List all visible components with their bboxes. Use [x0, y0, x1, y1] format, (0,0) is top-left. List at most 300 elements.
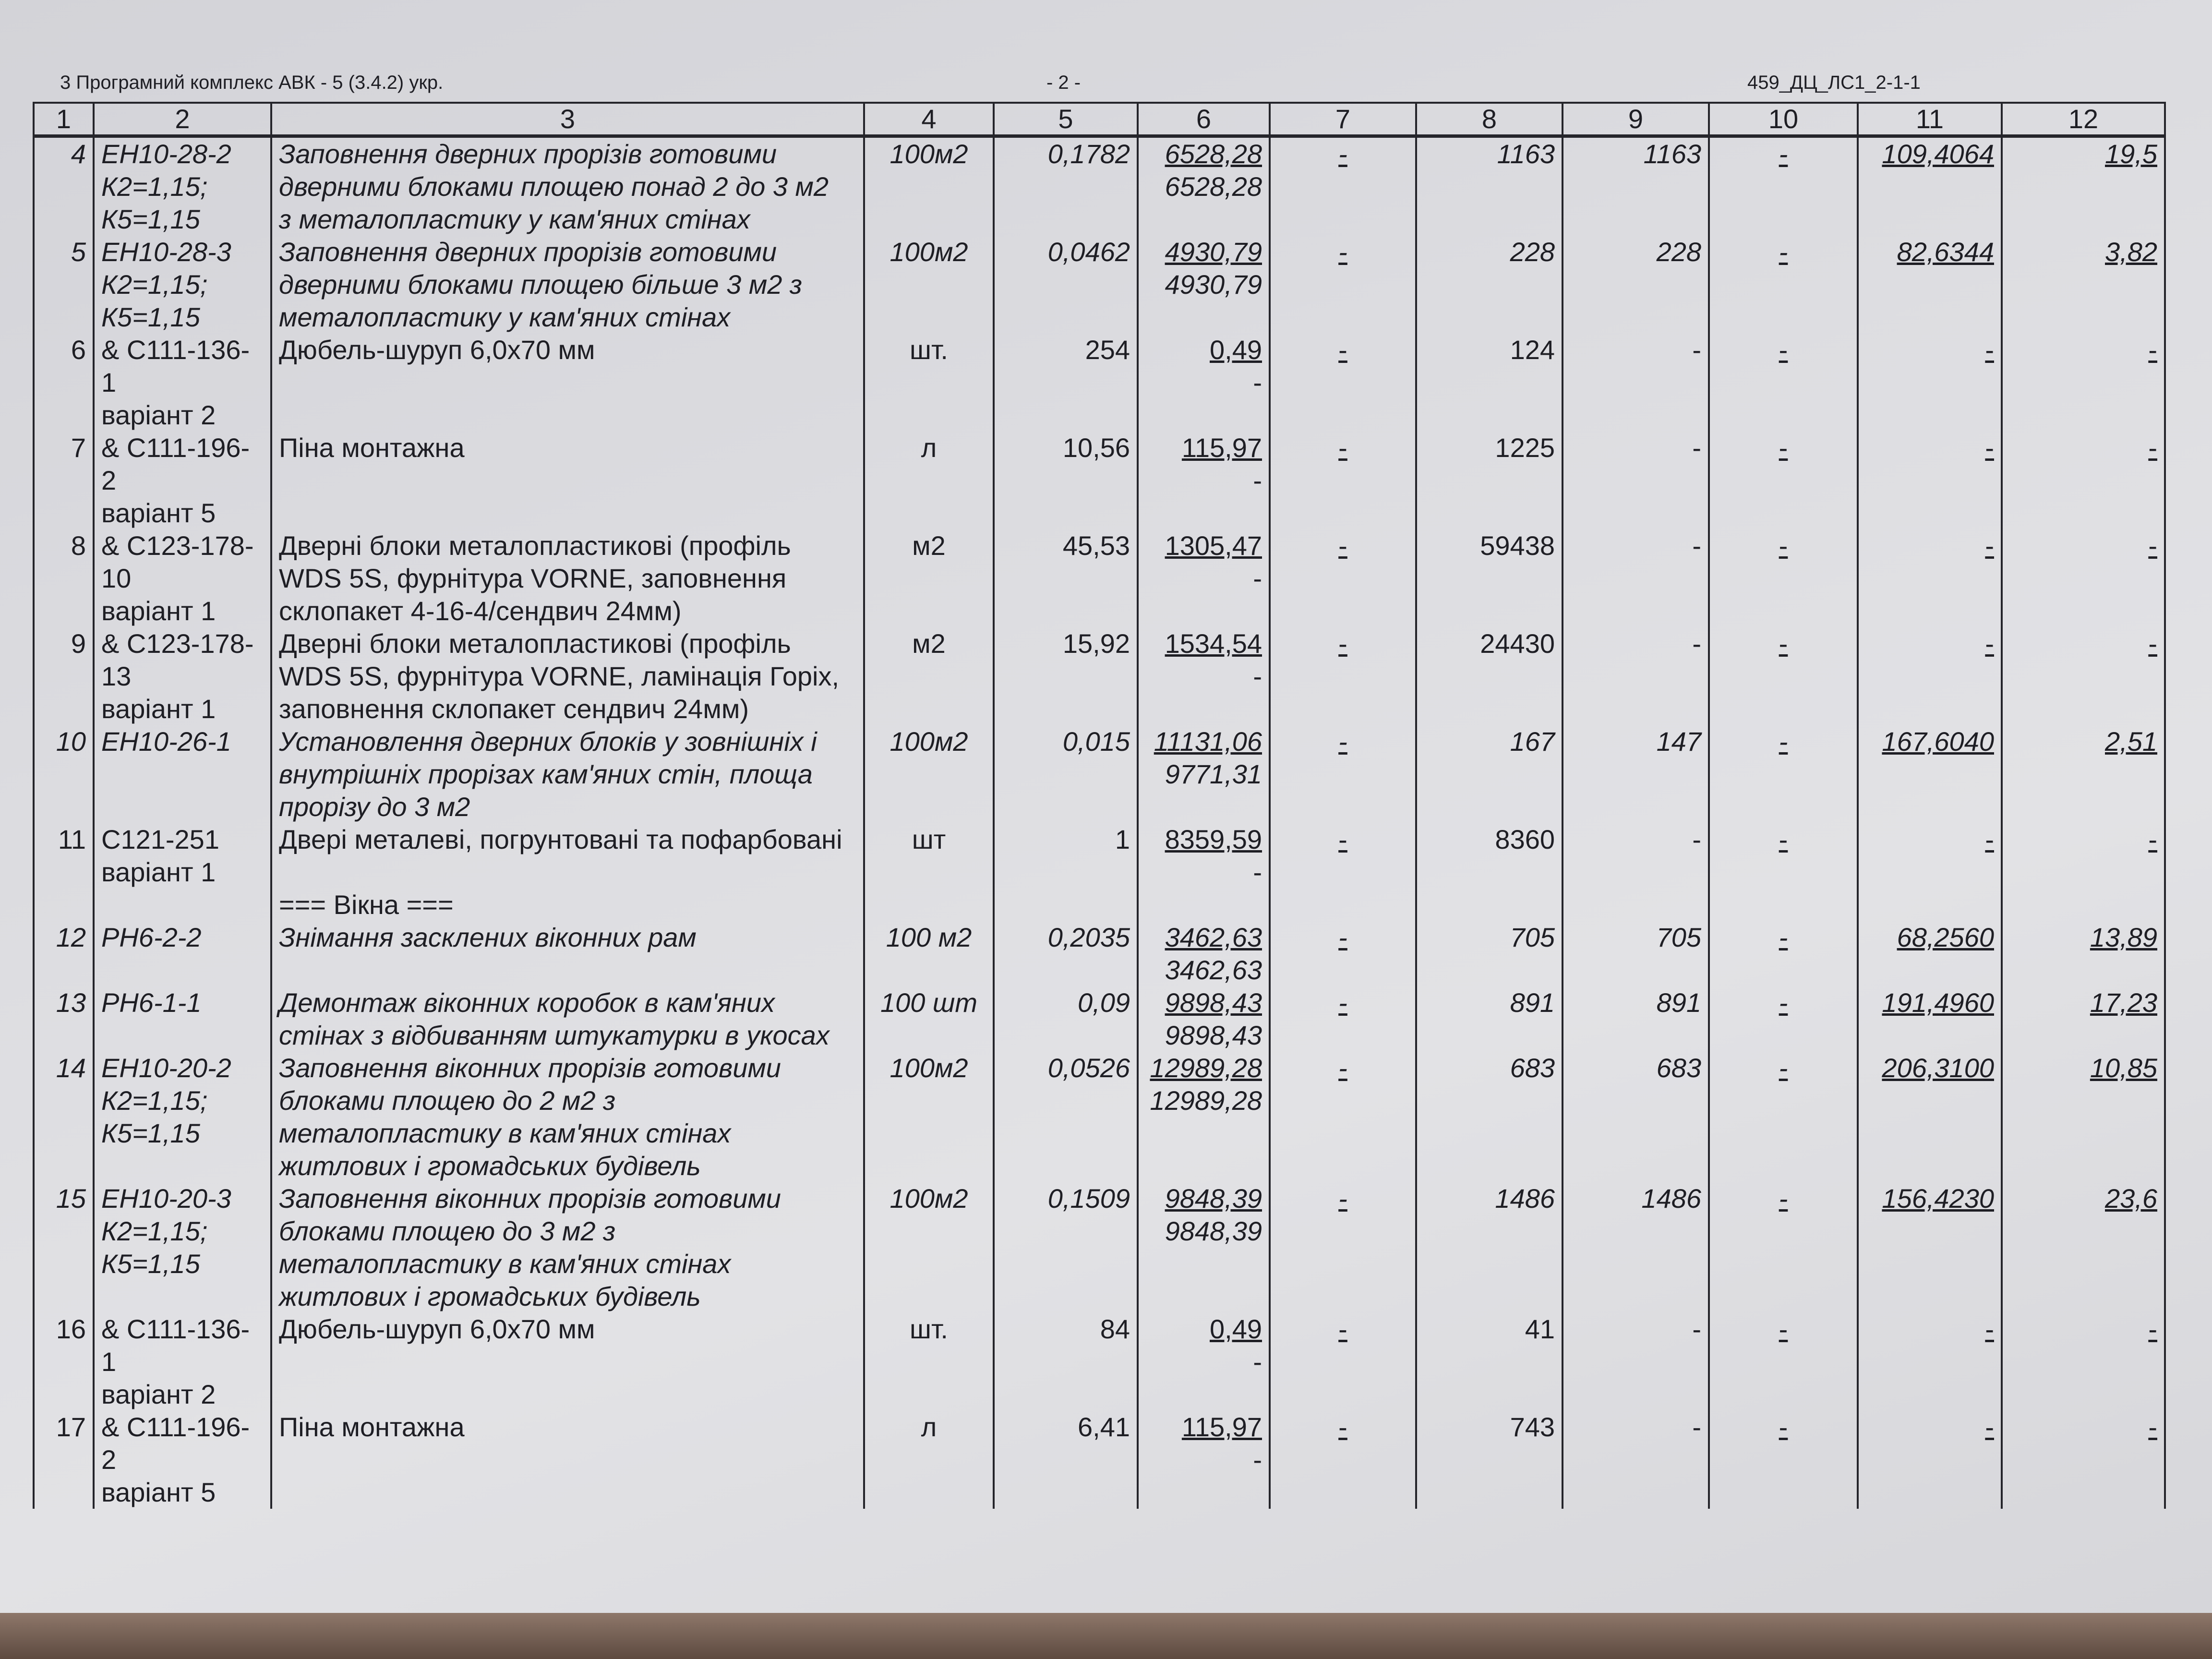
unit-price-total: 4930,79 [1165, 237, 1262, 267]
unit-price-cell [1138, 725, 1270, 823]
labor-hours-cell [1858, 627, 2002, 725]
labor-total-cell [2002, 1052, 2165, 1182]
empty-cell [864, 889, 994, 921]
resource-code-cell [94, 1182, 271, 1313]
column-10-value: - [1779, 922, 1788, 952]
work-description-line: Заповнення дверних прорізів готовими [279, 139, 777, 169]
column-10-cell [1709, 725, 1858, 823]
page-header-program: 3 Програмний комплекс АВК - 5 (3.4.2) укр. [60, 72, 444, 93]
table-row [34, 334, 2165, 432]
resource-code-line: К5=1,15 [101, 1249, 200, 1279]
wages-cost-cell: 683 [1563, 1052, 1709, 1182]
unit-price-cell [1138, 921, 1270, 986]
work-description-line: заповнення склопакет сендвич 24мм) [279, 694, 749, 724]
section-heading: === Вікна === [271, 889, 864, 921]
wages-cost-cell: - [1563, 529, 1709, 627]
column-7-value: - [1338, 237, 1347, 267]
resource-code-line: К2=1,15; [101, 1216, 208, 1246]
unit-cell: 100м2 [864, 1052, 994, 1182]
quantity-cell: 0,0462 [994, 236, 1138, 334]
column-header: 4 [864, 103, 994, 136]
document-code: 459_ДЦ_ЛС1_2-1-1 [1747, 72, 1921, 93]
column-10-value: - [1779, 987, 1788, 1018]
column-7-cell [1270, 529, 1416, 627]
work-description-line: WDS 5S, фурнітура VORNE, ламінація Горіх, [279, 661, 840, 691]
empty-cell [1563, 889, 1709, 921]
work-description-cell [271, 823, 864, 889]
column-7-cell [1270, 1411, 1416, 1509]
wages-cost-cell: - [1563, 823, 1709, 889]
column-7-value: - [1338, 987, 1347, 1018]
resource-code-cell [94, 1411, 271, 1509]
table-row [34, 136, 2165, 236]
labor-hours-cell [1858, 334, 2002, 432]
labor-total-value: - [2148, 824, 2157, 854]
work-description-line: WDS 5S, фурнітура VORNE, заповнення [279, 563, 787, 593]
resource-code-cell [94, 136, 271, 236]
resource-code-line: 10 [101, 563, 132, 593]
work-description-line: металопластику у кам'яних стінах [279, 302, 731, 332]
work-description-cell [271, 1313, 864, 1411]
unit-price-total: 9848,39 [1165, 1183, 1262, 1214]
column-7-cell [1270, 986, 1416, 1052]
work-description-line: Піна монтажна [279, 1412, 465, 1442]
work-description-line: Дюбель-шуруп 6,0х70 мм [279, 335, 595, 365]
total-cost-cell: 59438 [1416, 529, 1563, 627]
labor-hours-cell [1858, 236, 2002, 334]
work-description-line: блоками площею до 2 м2 з [279, 1085, 616, 1116]
quantity-cell: 0,1509 [994, 1182, 1138, 1313]
work-description-line: Знімання засклених віконних рам [279, 922, 697, 952]
resource-code-line: ЕН10-28-2 [101, 139, 231, 169]
empty-cell [1270, 889, 1416, 921]
unit-price-cell [1138, 823, 1270, 889]
resource-code-cell [94, 1313, 271, 1411]
wages-cost-cell: - [1563, 1411, 1709, 1509]
column-7-cell [1270, 823, 1416, 889]
labor-hours-value: - [1985, 530, 1994, 561]
quantity-cell: 0,0526 [994, 1052, 1138, 1182]
wages-cost-cell: - [1563, 1313, 1709, 1411]
work-description-line: дверними блоками площею більше 3 м2 з [279, 269, 802, 300]
resource-code-line: & С111-196- [101, 433, 250, 463]
wages-cost-cell: 228 [1563, 236, 1709, 334]
wages-cost-cell: 705 [1563, 921, 1709, 986]
labor-total-value: - [2148, 628, 2157, 659]
column-7-value: - [1338, 1412, 1347, 1442]
quantity-cell: 6,41 [994, 1411, 1138, 1509]
labor-total-cell [2002, 432, 2165, 529]
wages-cost-cell: 1163 [1563, 136, 1709, 236]
resource-code-line: 1 [101, 367, 117, 397]
work-description-line: стінах з відбиванням штукатурки в укосах [279, 1020, 830, 1050]
work-description-line: дверними блоками площею понад 2 до 3 м2 [279, 171, 829, 202]
column-10-cell [1709, 136, 1858, 236]
labor-hours-cell [1858, 432, 2002, 529]
unit-price-total: 1305,47 [1165, 530, 1262, 561]
resource-code-cell [94, 1052, 271, 1182]
work-description-cell [271, 986, 864, 1052]
unit-price-cell [1138, 627, 1270, 725]
labor-total-cell [2002, 236, 2165, 334]
row-number: 15 [34, 1182, 94, 1313]
unit-price-wages: 9898,43 [1165, 1020, 1262, 1050]
labor-hours-value: - [1985, 1412, 1994, 1442]
resource-code-cell [94, 986, 271, 1052]
column-10-value: - [1779, 824, 1788, 854]
labor-total-value: - [2148, 433, 2157, 463]
total-cost-cell: 228 [1416, 236, 1563, 334]
column-7-cell [1270, 725, 1416, 823]
labor-hours-cell [1858, 986, 2002, 1052]
row-number: 7 [34, 432, 94, 529]
unit-cell: 100м2 [864, 136, 994, 236]
column-10-value: - [1779, 139, 1788, 169]
labor-total-cell [2002, 986, 2165, 1052]
work-description-line: Заповнення віконних прорізів готовими [279, 1183, 781, 1214]
unit-price-wages: - [1253, 563, 1262, 593]
column-header: 2 [94, 103, 271, 136]
unit-price-cell [1138, 1313, 1270, 1411]
column-10-cell [1709, 986, 1858, 1052]
total-cost-cell: 1486 [1416, 1182, 1563, 1313]
unit-cell: шт [864, 823, 994, 889]
wages-cost-cell: 147 [1563, 725, 1709, 823]
labor-total-value: 19,5 [2105, 139, 2157, 169]
resource-code-line: С121-251 [101, 824, 219, 854]
quantity-cell: 0,015 [994, 725, 1138, 823]
unit-cell: 100м2 [864, 1182, 994, 1313]
unit-price-total: 11131,06 [1154, 726, 1262, 757]
unit-price-wages: - [1253, 661, 1262, 691]
row-number: 4 [34, 136, 94, 236]
labor-hours-value: 68,2560 [1897, 922, 1994, 952]
column-10-cell [1709, 921, 1858, 986]
column-7-value: - [1338, 824, 1347, 854]
column-10-value: - [1779, 335, 1788, 365]
unit-cell: л [864, 1411, 994, 1509]
unit-price-wages: 9848,39 [1165, 1216, 1262, 1246]
column-7-value: - [1338, 530, 1347, 561]
resource-code-line: & С111-136- [101, 1314, 250, 1344]
work-description-line: блоками площею до 3 м2 з [279, 1216, 616, 1246]
table-row [34, 823, 2165, 889]
unit-price-wages: - [1253, 857, 1262, 887]
resource-code-cell [94, 627, 271, 725]
labor-total-cell [2002, 725, 2165, 823]
total-cost-cell: 891 [1416, 986, 1563, 1052]
total-cost-cell: 743 [1416, 1411, 1563, 1509]
work-description-cell [271, 1052, 864, 1182]
unit-price-wages: 4930,79 [1165, 269, 1262, 300]
column-header: 8 [1416, 103, 1563, 136]
work-description-line: з металопластику у кам'яних стінах [279, 204, 750, 234]
labor-hours-cell [1858, 823, 2002, 889]
resource-code-line: ЕН10-26-1 [101, 726, 231, 757]
resource-code-line: РН6-2-2 [101, 922, 202, 952]
labor-hours-value: - [1985, 335, 1994, 365]
column-7-cell [1270, 136, 1416, 236]
column-7-value: - [1338, 628, 1347, 659]
total-cost-cell: 1225 [1416, 432, 1563, 529]
empty-cell [2002, 889, 2165, 921]
column-7-value: - [1338, 1053, 1347, 1083]
unit-price-total: 8359,59 [1165, 824, 1262, 854]
column-7-cell [1270, 432, 1416, 529]
unit-cell: м2 [864, 627, 994, 725]
column-10-cell [1709, 1182, 1858, 1313]
labor-total-cell [2002, 823, 2165, 889]
column-7-cell [1270, 1052, 1416, 1182]
work-description-line: Демонтаж віконних коробок в кам'яних [279, 987, 775, 1018]
labor-hours-value: 191,4960 [1882, 987, 1994, 1018]
page-number: - 2 - [1046, 72, 1081, 93]
unit-price-total: 115,97 [1181, 1412, 1262, 1442]
work-description-line: житлових і громадських будівель [279, 1151, 701, 1181]
wages-cost-cell: - [1563, 334, 1709, 432]
row-number: 17 [34, 1411, 94, 1509]
background-surface [0, 1613, 2212, 1659]
work-description-line: Двері металеві, погрунтовані та пофарбовані [279, 824, 842, 854]
row-number: 16 [34, 1313, 94, 1411]
work-description-line: житлових і громадських будівель [279, 1281, 701, 1311]
column-10-cell [1709, 823, 1858, 889]
unit-price-total: 115,97 [1181, 433, 1262, 463]
unit-price-cell [1138, 986, 1270, 1052]
unit-price-cell [1138, 136, 1270, 236]
quantity-cell: 0,1782 [994, 136, 1138, 236]
column-7-value: - [1338, 139, 1347, 169]
column-7-cell [1270, 1313, 1416, 1411]
labor-total-value: 3,82 [2105, 237, 2157, 267]
resource-code-line: 13 [101, 661, 132, 691]
unit-price-wages: - [1253, 1346, 1262, 1377]
unit-price-total: 1534,54 [1165, 628, 1262, 659]
row-number: 6 [34, 334, 94, 432]
work-description-line: металопластику в кам'яних стінах [279, 1118, 731, 1148]
resource-code-line: К2=1,15; [101, 171, 208, 202]
resource-code-line: К5=1,15 [101, 302, 200, 332]
resource-code-line: К2=1,15; [101, 269, 208, 300]
empty-cell [34, 889, 94, 921]
table-row [34, 921, 2165, 986]
unit-price-total: 0,49 [1210, 335, 1262, 365]
column-7-value: - [1338, 726, 1347, 757]
labor-total-cell [2002, 529, 2165, 627]
column-number-row [34, 103, 2165, 136]
unit-price-cell [1138, 334, 1270, 432]
column-10-cell [1709, 334, 1858, 432]
work-description-cell [271, 921, 864, 986]
labor-hours-cell [1858, 1313, 2002, 1411]
resource-code-line: ЕН10-28-3 [101, 237, 231, 267]
labor-hours-cell [1858, 529, 2002, 627]
labor-total-cell [2002, 1313, 2165, 1411]
labor-total-cell [2002, 921, 2165, 986]
quantity-cell: 10,56 [994, 432, 1138, 529]
total-cost-cell: 167 [1416, 725, 1563, 823]
unit-cell: шт. [864, 1313, 994, 1411]
unit-price-cell [1138, 1052, 1270, 1182]
resource-code-cell [94, 236, 271, 334]
resource-code-line: ЕН10-20-3 [101, 1183, 231, 1214]
work-description-cell [271, 136, 864, 236]
labor-total-value: 2,51 [2105, 726, 2157, 757]
resource-code-line: К5=1,15 [101, 204, 200, 234]
column-10-cell [1709, 1052, 1858, 1182]
quantity-cell: 0,09 [994, 986, 1138, 1052]
quantity-cell: 84 [994, 1313, 1138, 1411]
labor-hours-value: 82,6344 [1897, 237, 1994, 267]
work-description-line: Дверні блоки металопластикові (профіль [279, 628, 791, 659]
unit-price-wages: - [1253, 465, 1262, 495]
resource-code-line: 2 [101, 465, 117, 495]
labor-total-value: 17,23 [2090, 987, 2157, 1018]
unit-price-wages: 9771,31 [1165, 759, 1262, 789]
column-10-cell [1709, 1313, 1858, 1411]
resource-code-cell [94, 334, 271, 432]
resource-code-line: варіант 1 [101, 596, 216, 626]
table-row [34, 432, 2165, 529]
column-10-value: - [1779, 628, 1788, 659]
column-10-cell [1709, 432, 1858, 529]
column-10-value: - [1779, 1053, 1788, 1083]
resource-code-line: 1 [101, 1346, 117, 1377]
resource-code-line: & С111-196- [101, 1412, 250, 1442]
column-10-value: - [1779, 1183, 1788, 1214]
resource-code-cell [94, 921, 271, 986]
estimate-table [33, 102, 2166, 1509]
row-number: 10 [34, 725, 94, 823]
column-7-value: - [1338, 922, 1347, 952]
work-description-cell [271, 1182, 864, 1313]
table-row [34, 627, 2165, 725]
empty-cell [994, 889, 1138, 921]
labor-hours-cell [1858, 136, 2002, 236]
column-7-value: - [1338, 335, 1347, 365]
unit-price-total: 9898,43 [1165, 987, 1262, 1018]
total-cost-cell: 24430 [1416, 627, 1563, 725]
column-7-value: - [1338, 1314, 1347, 1344]
row-number: 5 [34, 236, 94, 334]
labor-total-value: 23,6 [2105, 1183, 2157, 1214]
work-description-cell [271, 725, 864, 823]
work-description-line: Піна монтажна [279, 433, 465, 463]
unit-price-total: 0,49 [1210, 1314, 1262, 1344]
column-7-cell [1270, 334, 1416, 432]
table-row [34, 725, 2165, 823]
labor-total-value: 10,85 [2090, 1053, 2157, 1083]
work-description-line: прорізу до 3 м2 [279, 792, 470, 822]
unit-price-cell [1138, 1411, 1270, 1509]
column-header: 3 [271, 103, 864, 136]
labor-hours-value: 167,6040 [1882, 726, 1994, 757]
labor-total-cell [2002, 136, 2165, 236]
empty-cell [1709, 889, 1858, 921]
resource-code-line: ЕН10-20-2 [101, 1053, 231, 1083]
labor-total-cell [2002, 627, 2165, 725]
column-header: 7 [1270, 103, 1416, 136]
unit-price-total: 12989,28 [1150, 1053, 1262, 1083]
work-description-cell [271, 236, 864, 334]
resource-code-cell [94, 432, 271, 529]
column-header: 5 [994, 103, 1138, 136]
column-10-cell [1709, 529, 1858, 627]
unit-cell: л [864, 432, 994, 529]
work-description-line: Заповнення дверних прорізів готовими [279, 237, 777, 267]
column-10-value: - [1779, 433, 1788, 463]
labor-hours-value: - [1985, 433, 1994, 463]
labor-hours-value: - [1985, 824, 1994, 854]
row-number: 11 [34, 823, 94, 889]
column-7-cell [1270, 1182, 1416, 1313]
resource-code-line: варіант 5 [101, 498, 216, 528]
quantity-cell: 15,92 [994, 627, 1138, 725]
work-description-cell [271, 1411, 864, 1509]
labor-total-cell [2002, 1182, 2165, 1313]
work-description-line: внутрішніх прорізах кам'яних стін, площа [279, 759, 813, 789]
total-cost-cell: 8360 [1416, 823, 1563, 889]
table-row [34, 236, 2165, 334]
resource-code-line: РН6-1-1 [101, 987, 202, 1018]
empty-cell [1416, 889, 1563, 921]
column-10-cell [1709, 236, 1858, 334]
resource-code-cell [94, 529, 271, 627]
column-10-value: - [1779, 530, 1788, 561]
table-row [34, 1411, 2165, 1509]
quantity-cell: 0,2035 [994, 921, 1138, 986]
resource-code-cell [94, 725, 271, 823]
total-cost-cell: 705 [1416, 921, 1563, 986]
unit-price-wages: 6528,28 [1165, 171, 1262, 202]
quantity-cell: 254 [994, 334, 1138, 432]
empty-cell [1138, 889, 1270, 921]
labor-total-value: - [2148, 1412, 2157, 1442]
labor-hours-cell [1858, 1052, 2002, 1182]
section-row [34, 889, 2165, 921]
unit-price-wages: 12989,28 [1150, 1085, 1262, 1116]
column-10-value: - [1779, 237, 1788, 267]
wages-cost-cell: - [1563, 627, 1709, 725]
resource-code-line: & С111-136- [101, 335, 250, 365]
resource-code-line: К5=1,15 [101, 1118, 200, 1148]
empty-cell [94, 889, 271, 921]
work-description-cell [271, 334, 864, 432]
labor-total-cell [2002, 334, 2165, 432]
column-7-cell [1270, 921, 1416, 986]
total-cost-cell: 41 [1416, 1313, 1563, 1411]
column-header: 6 [1138, 103, 1270, 136]
labor-hours-value: - [1985, 628, 1994, 659]
wages-cost-cell: 1486 [1563, 1182, 1709, 1313]
resource-code-line: варіант 2 [101, 1379, 216, 1409]
column-10-value: - [1779, 1314, 1788, 1344]
labor-total-cell [2002, 1411, 2165, 1509]
labor-total-value: - [2148, 335, 2157, 365]
resource-code-line: & С123-178- [101, 530, 254, 561]
resource-code-line: варіант 1 [101, 694, 216, 724]
labor-hours-cell [1858, 1411, 2002, 1509]
resource-code-line: варіант 5 [101, 1477, 216, 1507]
quantity-cell: 45,53 [994, 529, 1138, 627]
labor-hours-cell [1858, 921, 2002, 986]
table-row [34, 1052, 2165, 1182]
resource-code-cell [94, 823, 271, 889]
unit-price-cell [1138, 529, 1270, 627]
unit-price-wages: - [1253, 1444, 1262, 1475]
unit-price-total: 6528,28 [1165, 139, 1262, 169]
work-description-line: склопакет 4-16-4/сендвич 24мм) [279, 596, 682, 626]
